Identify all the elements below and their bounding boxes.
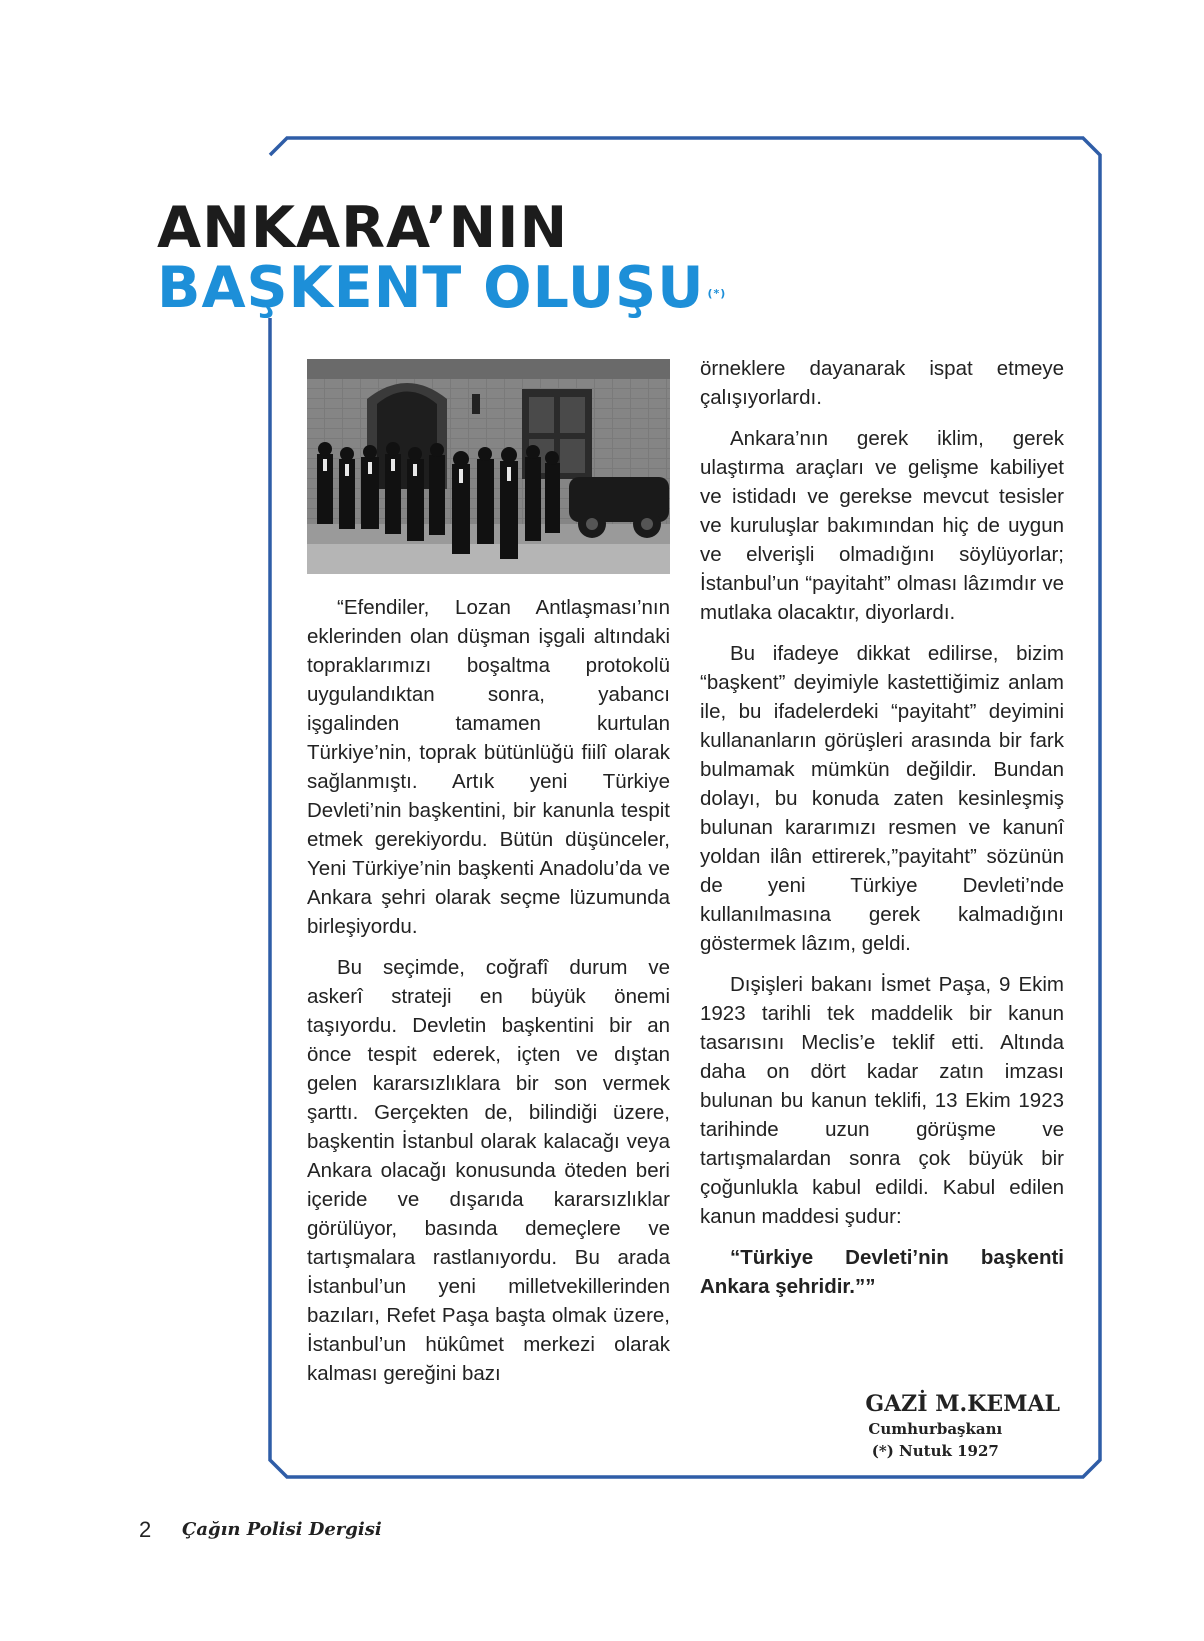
left-paragraph-1: “Efendiler, Lozan Antlaşması’nın eklerinden olan düşman işgali altındaki topraklarımızı boşaltma protokolü uygulandıktan sonra, yabancı işgalinden tamamen kurtulan Türkiye’nin, toprak bütünlüğü fiilî olarak sağlanmıştı. Artık yeni Türkiye Devleti’nin başkentini, bir kanunla tespit etmek gerekiyordu. Bütün düşünceler, Yeni Türkiye’nin başkenti Anadolu’da ve Ankara şehri olarak seçme lüzumunda birleşiyordu. [307, 596, 670, 938]
signature-source: (*) Nutuk 1927 [871, 1442, 999, 1460]
title-footnote-mark: (*) [707, 287, 727, 300]
historical-photo [307, 359, 670, 574]
right-continuation: örneklere dayanarak ispat etmeye çalışıyorlardı. [700, 357, 1064, 409]
right-paragraph-3: Dışişleri bakanı İsmet Paşa, 9 Ekim 1923 tarihli tek maddelik bir kanun tasarısını Meclis’e teklif etti. Altında daha on dört kadar zatın imzası bulunan bu kanun teklifi, 13 Ekim 1923 tarihinde uzun görüşme ve tartışmalardan sonra çok büyük bir çoğunlukla kabul edildi. Kabul edilen kanun maddesi şudur: [700, 973, 1064, 1228]
title-line-1: ANKARA’NIN [157, 195, 569, 261]
signature-name: GAZİ M.KEMAL [865, 1391, 1060, 1417]
signature-block [865, 1390, 1060, 1462]
magazine-name: Çağın Polisi Dergisi [182, 1519, 382, 1540]
signature-role: Cumhurbaşkanı [868, 1420, 1003, 1438]
page-number: 2 [139, 1517, 152, 1542]
left-column [307, 593, 670, 1400]
left-paragraph-2: Bu seçimde, coğrafî durum ve askerî strateji en büyük önemi taşıyordu. Devletin başkentini bir an önce tespit ederek, içten ve dıştan gelen kararsızlıklara bir son vermek şarttı. Gerçekten de, bilindiği üzere, başkentin İstanbul olarak kalacağı veya Ankara olacağı konusunda öteden beri içeride ve dışarıda kararsızlıklar görülüyor, basında demeçlere ve tartışmalara rastlanıyordu. Bu arada İstanbul’un yeni milletvekillerinden bazıları, Refet Paşa başta olmak üzere, İstanbul’un hükûmet merkezi olarak kalması gereğini bazı [307, 956, 670, 1385]
right-paragraph-2: Bu ifadeye dikkat edilirse, bizim “başkent” deyimiyle kastettiğimiz anlam ile, bu ifadelerdeki “payitaht” deyimini kullananların görüşleri arasında bir fark bulmamak mümkün değildir. Bundan dolayı, bu konuda zaten kesinleşmiş bulunan kararımızı resmen ve kanunî yoldan ilân ettirerek,”payitaht” sözünün de yeni Türkiye Devleti’nde kullanılmasına gerek kalmadığını göstermek lâzım, geldi. [700, 642, 1064, 955]
right-column [700, 354, 1064, 1313]
right-paragraph-1: Ankara’nın gerek iklim, gerek ulaştırma araçları ve gelişme kabiliyet ve istidadı ve gerekse mevcut tesisler ve kuruluşlar bakımından hiç de uygun ve elverişli olmadığını söylüyorlar; İstanbul’un “payitaht” olması lâzımdır ve mutlaka olacaktır, diyorlardı. [700, 427, 1064, 624]
law-quote: “Türkiye Devleti’nin başkenti Ankara şehridir.”” [700, 1246, 1064, 1298]
title-line-2 [157, 256, 726, 320]
photo-illustration-icon [307, 359, 670, 574]
title-line-2-text: BAŞKENT OLUŞU [157, 255, 705, 321]
